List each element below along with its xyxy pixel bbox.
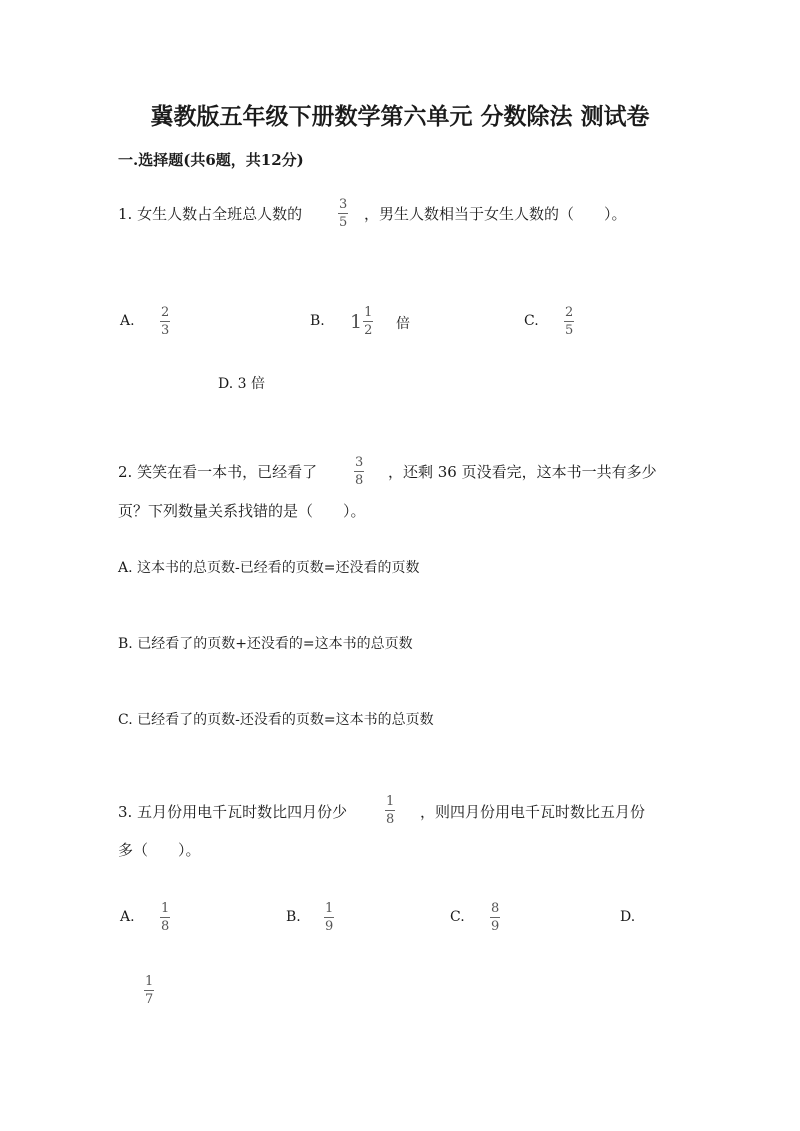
- q3-option-c-fraction: [490, 902, 500, 933]
- q1-option-c-fraction: [564, 306, 574, 337]
- q3-fraction-numerator: 1: [386, 794, 395, 809]
- q1-option-a-label[interactable]: A.: [120, 313, 135, 329]
- q3-option-b-denominator: 9: [325, 919, 334, 934]
- q3-line-2: 多（ ）。: [118, 841, 201, 859]
- q1-option-c-numerator: 2: [565, 305, 574, 320]
- q1-option-b-whole: 1: [350, 310, 363, 333]
- q1-fraction-numerator: 3: [339, 197, 348, 212]
- q2-fraction: [354, 456, 364, 487]
- q1-option-b-fraction: [363, 306, 373, 337]
- q1-option-c-denominator: 5: [565, 323, 574, 338]
- q3-option-d-fraction: [144, 975, 154, 1006]
- q1-fraction-denominator: 5: [339, 215, 348, 230]
- q2-text-b: ，还剩 36 页没看完，这本书一共有多少: [388, 463, 657, 481]
- q3-fraction: [385, 795, 395, 826]
- q1-option-b-unit: 倍: [396, 316, 410, 332]
- section-heading: 一.选择题(共6题，共12分): [118, 151, 304, 169]
- q3-text-b: ，则四月份用电千瓦时数比五月份: [420, 803, 646, 821]
- q2-option-a[interactable]: A. 这本书的总页数-已经看的页数=还没看的页数: [118, 560, 420, 576]
- q1-option-d[interactable]: D. 3 倍: [218, 376, 265, 392]
- q3-option-a-numerator: 1: [161, 901, 170, 916]
- q1-option-b-mixed-number: [350, 306, 373, 337]
- q3-option-a-label[interactable]: A.: [120, 909, 135, 925]
- q3-option-a-fraction: [160, 902, 170, 933]
- q2-fraction-denominator: 8: [355, 473, 364, 488]
- q3-option-d-denominator: 7: [145, 992, 154, 1007]
- q3-option-b-fraction: [324, 902, 334, 933]
- q1-text-b: ，男生人数相当于女生人数的（ ）。: [364, 205, 627, 223]
- q3-option-d-numerator: 1: [145, 974, 154, 989]
- q3-option-b-label[interactable]: B.: [286, 909, 301, 925]
- q1-option-a-denominator: 3: [161, 323, 170, 338]
- q3-option-c-label[interactable]: C.: [450, 909, 465, 925]
- q1-fraction: [338, 198, 348, 229]
- q2-text-a: 2. 笑笑在看一本书，已经看了: [118, 463, 318, 481]
- q2-option-c[interactable]: C. 已经看了的页数-还没看的页数=这本书的总页数: [118, 712, 434, 728]
- q1-option-a-fraction: [160, 306, 170, 337]
- q1-text-a: 1. 女生人数占全班总人数的: [118, 205, 303, 223]
- page-title: 冀教版五年级下册数学第六单元 分数除法 测试卷: [150, 103, 650, 130]
- q3-option-a-denominator: 8: [161, 919, 170, 934]
- q1-option-b-label[interactable]: B.: [310, 313, 325, 329]
- q1-option-c-label[interactable]: C.: [524, 313, 539, 329]
- q2-option-b[interactable]: B. 已经看了的页数+还没看的=这本书的总页数: [118, 636, 413, 652]
- q2-fraction-numerator: 3: [355, 455, 364, 470]
- q3-fraction-denominator: 8: [386, 812, 395, 827]
- q1-option-a-numerator: 2: [161, 305, 170, 320]
- q3-option-b-numerator: 1: [325, 901, 334, 916]
- q1-option-b-numerator: 1: [364, 305, 373, 320]
- q3-option-c-denominator: 9: [491, 919, 500, 934]
- q1-option-b-denominator: 2: [364, 323, 373, 338]
- q2-line-2: 页？下列数量关系找错的是（ ）。: [118, 502, 366, 520]
- q3-option-d-label[interactable]: D.: [620, 909, 636, 925]
- q3-text-a: 3. 五月份用电千瓦时数比四月份少: [118, 803, 348, 821]
- q3-option-c-numerator: 8: [491, 901, 500, 916]
